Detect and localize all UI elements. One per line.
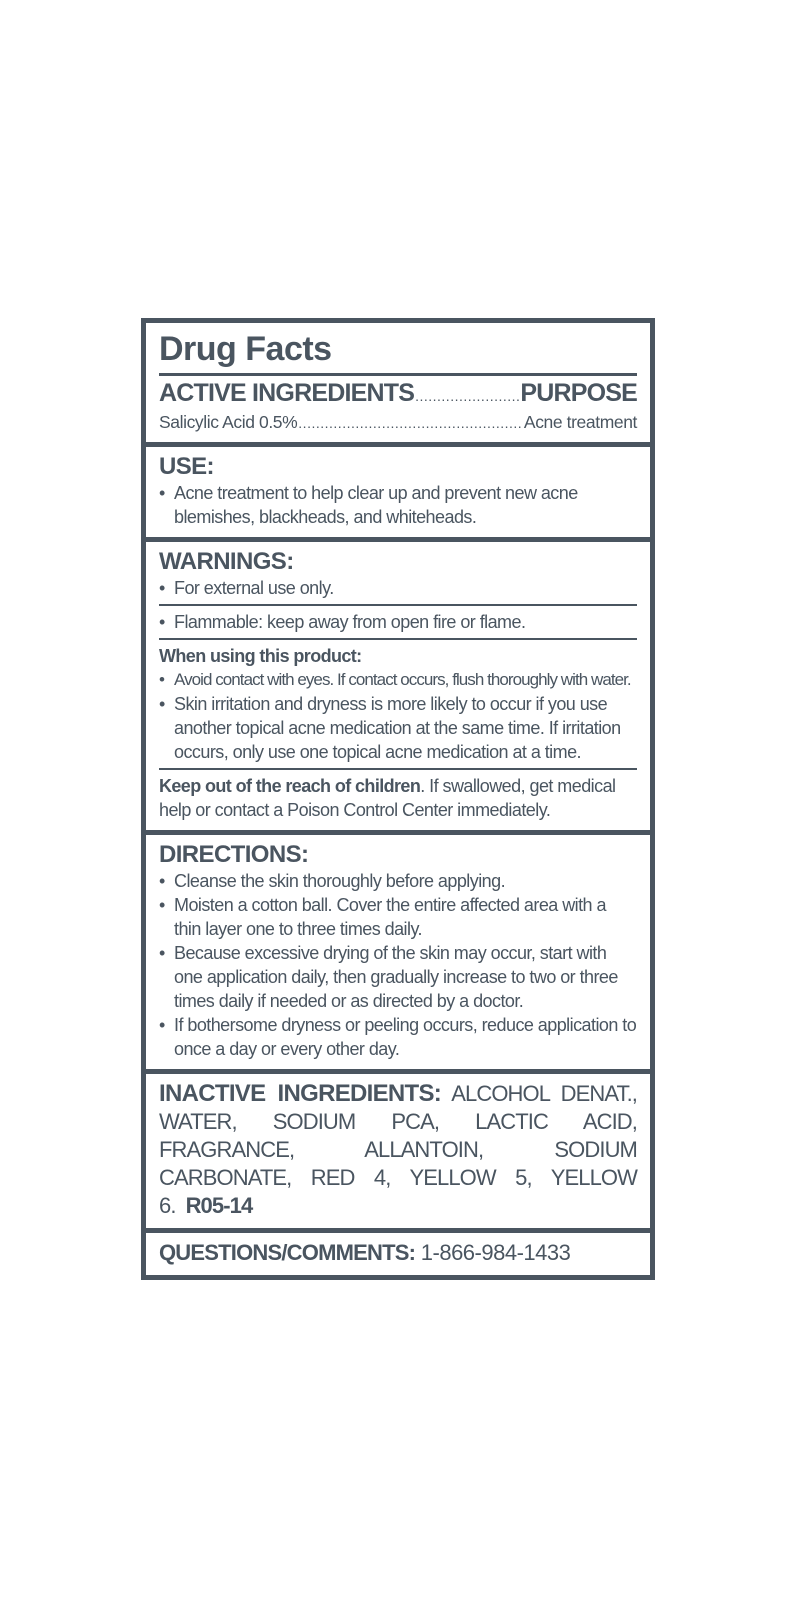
direction-bullet xyxy=(159,893,637,941)
ingredient-purpose: Acne treatment xyxy=(523,412,637,432)
when-using-text: Skin irritation and dryness is more likely to occur if you use another topical acne medication at the same time. If irritation occurs, only use one topical acne medication at a time. xyxy=(174,694,621,762)
direction-bullet xyxy=(159,941,637,1013)
inactive-ingredients-heading: INACTIVE INGREDIENTS: xyxy=(159,1080,442,1107)
when-using-bullet xyxy=(159,692,637,764)
bullet-icon: • xyxy=(159,694,165,714)
questions-phone: 1-866-984-1433 xyxy=(420,1240,571,1265)
use-section xyxy=(146,447,650,542)
inactive-ingredients xyxy=(159,1080,637,1220)
use-heading: USE: xyxy=(159,453,214,480)
when-using-text: Avoid contact with eyes. If contact occurs, flush thoroughly with water. xyxy=(174,670,631,689)
inactive-ingredients-section xyxy=(146,1074,650,1233)
questions-label: QUESTIONS/COMMENTS: xyxy=(159,1240,416,1265)
ingredient-name: Salicylic Acid 0.5% xyxy=(159,412,298,432)
active-ingredients-header xyxy=(159,378,637,411)
when-using-heading: When using this product: xyxy=(159,646,362,666)
direction-text: Cleanse the skin thoroughly before applying. xyxy=(174,871,506,891)
warnings-divider xyxy=(159,638,637,640)
bullet-icon: • xyxy=(159,578,165,598)
inactive-ingredients-list: ALCOHOL DENAT., WATER, SODIUM PCA, LACTIC ACID, FRAGRANCE, ALLANTOIN, SODIUM CARBONATE, RED 4, YELLOW 5, YELLOW 6. xyxy=(159,1081,638,1218)
children-warning xyxy=(159,774,637,822)
drug-facts-title: Drug Facts xyxy=(159,330,332,368)
lot-code: R05-14 xyxy=(185,1193,253,1218)
drug-facts-panel xyxy=(141,318,655,1280)
ingredient-row xyxy=(159,411,637,434)
active-ingredients-section xyxy=(146,323,650,447)
questions-section xyxy=(146,1233,650,1275)
bullet-icon: • xyxy=(159,483,165,503)
bullet-icon: • xyxy=(159,612,165,632)
warnings-divider xyxy=(159,604,637,606)
when-using-bullet xyxy=(159,668,637,692)
title-divider xyxy=(159,373,637,376)
warning-external-use xyxy=(159,576,637,600)
use-bullet xyxy=(159,481,637,529)
direction-text: If bothersome dryness or peeling occurs, reduce application to once a day or every other day. xyxy=(174,1015,637,1059)
direction-text: Moisten a cotton ball. Cover the entire affected area with a thin layer one to three times daily. xyxy=(174,895,606,939)
warning-flammable-text: Flammable: keep away from open fire or flame. xyxy=(174,612,526,632)
directions-heading: DIRECTIONS: xyxy=(159,841,309,868)
dot-leader xyxy=(415,381,519,411)
active-ingredients-heading: ACTIVE INGREDIENTS xyxy=(159,379,415,407)
questions-line xyxy=(159,1239,637,1267)
warnings-heading: WARNINGS: xyxy=(159,548,294,575)
direction-bullet xyxy=(159,869,637,893)
directions-section xyxy=(146,835,650,1074)
bullet-icon: • xyxy=(159,670,165,689)
dot-leader xyxy=(298,412,523,434)
warning-flammable xyxy=(159,610,637,634)
direction-text: Because excessive drying of the skin may occur, start with one application daily, then gradually increase to two or three times daily if needed or as directed by a doctor. xyxy=(174,943,618,1011)
warning-external-text: For external use only. xyxy=(174,578,334,598)
warnings-divider xyxy=(159,768,637,770)
purpose-heading: PURPOSE xyxy=(520,379,637,407)
warnings-section xyxy=(146,542,650,835)
children-warning-bold: Keep out of the reach of children xyxy=(159,776,421,796)
bullet-icon: • xyxy=(159,943,165,963)
bullet-icon: • xyxy=(159,871,165,891)
direction-bullet xyxy=(159,1013,637,1061)
children-warning-text: . If swallowed, get medical help or contact a Poison Control Center immediately. xyxy=(159,776,616,820)
bullet-icon: • xyxy=(159,1015,165,1035)
bullet-icon: • xyxy=(159,895,165,915)
use-bullet-text: Acne treatment to help clear up and prevent new acne blemishes, blackheads, and whiteheads. xyxy=(174,483,578,527)
